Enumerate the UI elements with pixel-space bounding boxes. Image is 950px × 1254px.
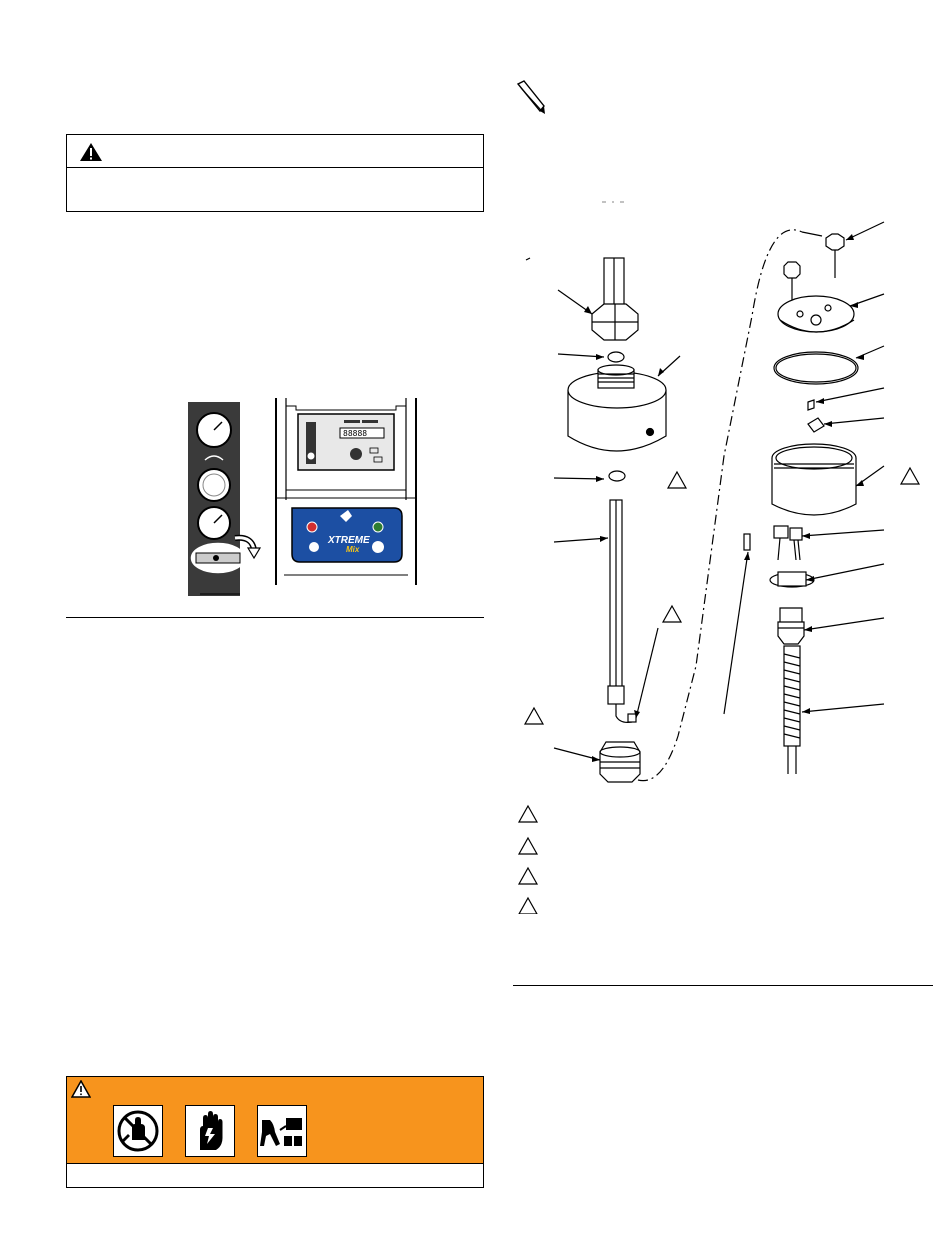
start-button-icon bbox=[372, 541, 384, 553]
no-touch-gun-pictogram bbox=[113, 1105, 163, 1157]
moving-parts-pictogram bbox=[257, 1105, 307, 1157]
warning-triangle-icon bbox=[71, 1080, 91, 1098]
legend-triangle-icon bbox=[519, 898, 537, 914]
legend-triangle-icon bbox=[519, 868, 537, 884]
selector-dial-icon bbox=[350, 448, 362, 460]
stop-button-icon bbox=[309, 542, 319, 552]
green-indicator-lamp bbox=[373, 522, 383, 532]
hand-shock-pictogram bbox=[185, 1105, 235, 1157]
pencil-note-icon bbox=[514, 80, 548, 116]
warning-box bbox=[66, 134, 484, 212]
grommet-lower bbox=[784, 262, 800, 278]
exploded-parts-diagram bbox=[512, 196, 948, 936]
caution-header bbox=[67, 1077, 483, 1164]
gasket-ring bbox=[774, 352, 858, 384]
warning-header bbox=[67, 135, 483, 168]
brand-wordmark: XTREME bbox=[328, 535, 370, 546]
warning-triangle-icon bbox=[79, 142, 103, 162]
ground-lug bbox=[808, 418, 824, 432]
grommet-upper bbox=[826, 234, 844, 250]
caution-box bbox=[66, 1076, 484, 1188]
warning-message bbox=[67, 168, 483, 180]
o-ring-lower bbox=[609, 471, 625, 481]
caution-message bbox=[67, 1164, 483, 1172]
ground-pin bbox=[744, 534, 750, 550]
brand-wordmark-sub: Mix bbox=[346, 545, 360, 554]
legend-markers bbox=[516, 804, 540, 914]
red-indicator-lamp bbox=[307, 522, 317, 532]
note-triangle-icon bbox=[663, 606, 681, 622]
note-triangle-icon bbox=[668, 472, 686, 488]
legend-triangle-icon bbox=[519, 838, 537, 854]
section-divider-right bbox=[513, 985, 933, 986]
note-triangle-icon bbox=[525, 708, 543, 724]
screw bbox=[808, 400, 814, 410]
wire-connector bbox=[774, 526, 788, 538]
o-ring-upper bbox=[608, 352, 624, 362]
legend-triangle-icon bbox=[519, 806, 537, 822]
note-triangle-icon bbox=[901, 468, 919, 484]
control-panel-illustration bbox=[180, 390, 420, 600]
section-divider-left bbox=[66, 617, 484, 618]
svg-text:88888: 88888 bbox=[343, 429, 368, 438]
